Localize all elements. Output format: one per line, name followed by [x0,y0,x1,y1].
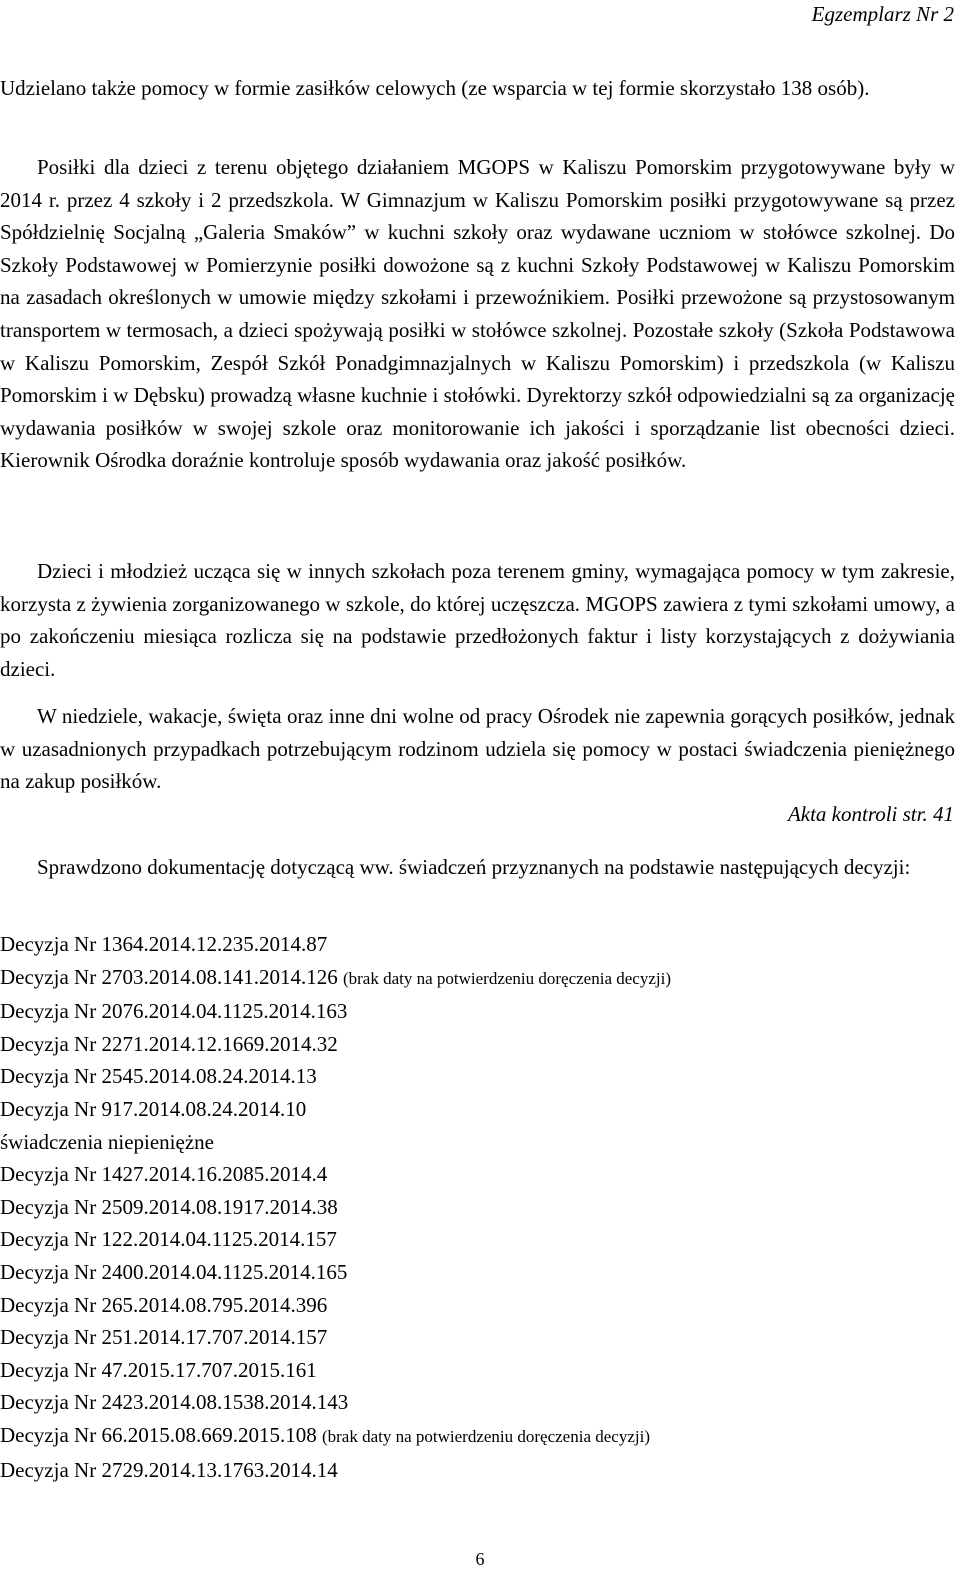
decision-text: Decyzja Nr 2509.2014.08.1917.2014.38 [0,1194,338,1219]
decision-text: Decyzja Nr 47.2015.17.707.2015.161 [0,1357,317,1382]
paragraph-zasilki-celowe: Udzielano także pomocy w formie zasiłków celowych (ze wsparcia w tej formie skorzystało 138 osób). [0,76,870,100]
copy-number-header: Egzemplarz Nr 2 [811,2,954,26]
decision-text: Decyzja Nr 265.2014.08.795.2014.396 [0,1292,328,1317]
decision-item [0,1321,955,1354]
decision-text: Decyzja Nr 2400.2014.04.1125.2014.165 [0,1259,348,1284]
decision-text: Decyzja Nr 251.2014.17.707.2014.157 [0,1325,328,1350]
decision-item [0,1191,955,1224]
decision-item [0,1093,955,1126]
decision-text: Decyzja Nr 2423.2014.08.1538.2014.143 [0,1390,349,1415]
decision-item [0,1126,955,1159]
decision-item [0,1028,955,1061]
decision-item [0,1454,955,1487]
decision-item [0,1223,955,1256]
decision-text: Decyzja Nr 2271.2014.12.1669.2014.32 [0,1031,338,1056]
paragraph-posilki-szkoly: Posiłki dla dzieci z terenu objętego działaniem MGOPS w Kaliszu Pomorskim przygotowywane były w 2014 r. przez 4 szkoły i 2 przedszkola. W Gimnazjum w Kaliszu Pomorskim posiłki przygotowywane są przez Spółdzielnię Socjalną „Galeria Smaków” w kuchni szkoły oraz wydawane uczniom w stołówce szkolnej. Do Szkoły Podstawowej w Pomierzynie posiłki dowożone są z kuchni Szkoły Podstawowej w Kaliszu Pomorskim na zasadach określonych w umowie między szkołami i przewoźnikiem. Posiłki przewożone są przystosowanym transportem w termosach, a dzieci spożywają posiłki w stołówce szkolnej. Pozostałe szkoły (Szkoła Podstawowa w Kaliszu Pomorskim, Zespół Szkół Ponadgimnazjalnych w Kaliszu Pomorskim) i przedszkola (w Kaliszu Pomorskim i w Dębsku) prowadzą własne kuchnie i stołówki. Dyrektorzy szkół odpowiedzialni są za organizację wydawania posiłków w swojej szkole oraz monitorowanie ich jakości i sporządzanie list obecności dzieci. Kierownik Ośrodka doraźnie kontroluje sposób wydawania oraz jakość posiłków. [0,155,955,473]
decision-item [0,995,955,1028]
decision-text: Decyzja Nr 2545.2014.08.24.2014.13 [0,1064,317,1089]
paragraph-sprawdzono: Sprawdzono dokumentację dotyczącą ww. świadczeń przyznanych na podstawie następujących decyzji: [37,855,911,879]
page-number: 6 [475,1549,485,1569]
decision-text: świadczenia niepieniężne [0,1129,214,1154]
decision-text: Decyzja Nr 2703.2014.08.141.2014.126 [0,964,338,989]
decision-text: Decyzja Nr 1427.2014.16.2085.2014.4 [0,1162,328,1187]
decision-text: Decyzja Nr 122.2014.04.1125.2014.157 [0,1227,337,1252]
decision-item [0,1256,955,1289]
decision-text: Decyzja Nr 917.2014.08.24.2014.10 [0,1096,307,1121]
decision-item [0,1354,955,1387]
akta-kontroli-reference: Akta kontroli str. 41 [787,802,954,826]
decision-item [0,1158,955,1191]
decision-text: Decyzja Nr 66.2015.08.669.2015.108 [0,1422,317,1447]
paragraph-inne-szkoly: Dzieci i młodzież ucząca się w innych szkołach poza terenem gminy, wymagająca pomocy w tym zakresie, korzysta z żywienia zorganizowanego w szkole, do której uczęszcza. MGOPS zawiera z tymi szkołami umowy, a po zakończeniu miesiąca rozlicza się na podstawie przedłożonych faktur i listy korzystających z dożywiania dzieci. [0,559,955,681]
decision-note: (brak daty na potwierdzeniu doręczenia decyzji) [342,968,671,988]
decision-item [0,1289,955,1322]
decision-item [0,1060,955,1093]
decision-text: Decyzja Nr 2076.2014.04.1125.2014.163 [0,999,348,1024]
decision-text: Decyzja Nr 2729.2014.13.1763.2014.14 [0,1457,338,1482]
decision-item [0,1419,955,1454]
paragraph-dni-wolne: W niedziele, wakacje, święta oraz inne dni wolne od pracy Ośrodek nie zapewnia gorących posiłków, jednak w uzasadnionych przypadkach potrzebującym rodzinom udziela się pomocy w postaci świadczenia pieniężnego na zakup posiłków. [0,704,955,794]
decision-list [0,928,955,1486]
decision-note: (brak daty na potwierdzeniu doręczenia decyzji) [321,1426,650,1446]
decision-item [0,961,955,996]
decision-item [0,1386,955,1419]
decision-text: Decyzja Nr 1364.2014.12.235.2014.87 [0,932,328,956]
decision-item [0,928,955,961]
